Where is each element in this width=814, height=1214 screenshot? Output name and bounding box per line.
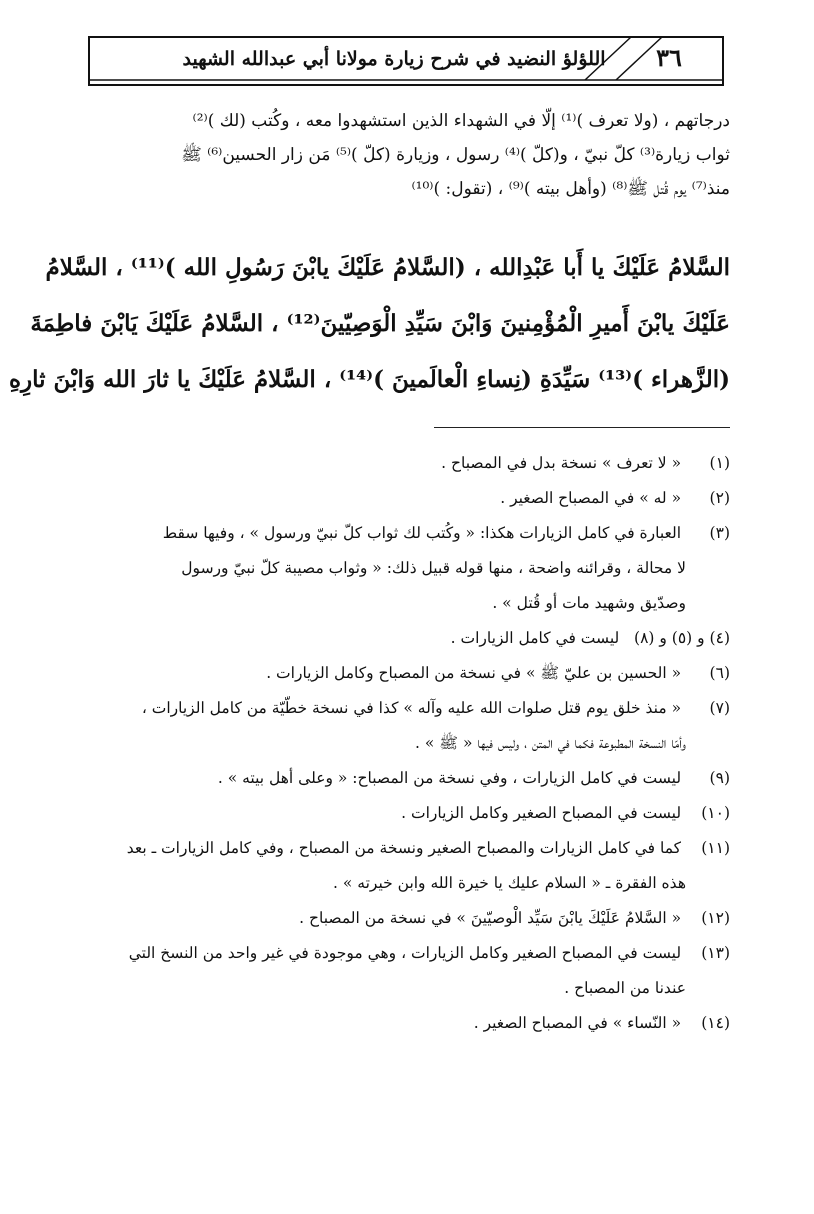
footnote-number: (١٣) [701, 944, 730, 962]
footnote [84, 796, 730, 831]
footnote-separator [434, 427, 730, 428]
footnote-text: « له » في المصباح الصغير . [500, 489, 682, 507]
footnote-number: (٣) [709, 524, 730, 542]
intro-line: ثواب زيارة⁽³⁾ كلّ نبيّ ، و(كلّ )⁽⁴⁾ رسول ، وزيارة (كلّ )⁽⁵⁾ مَن زار الحسين⁽⁶⁾ ﷺ [181, 145, 730, 165]
footnote-text: العبارة في كامل الزيارات هكذا: « وكُتب لك ثواب كلّ نبيّ ورسول » ، وفيها سقط [162, 524, 682, 542]
footnote-text: « السَّلامُ عَلَيْكَ يابْنَ سَيِّد الْوصيّينَ » في نسخة من المصباح . [299, 909, 682, 927]
footnote-number: (١١) [701, 839, 730, 857]
footnote-text: لا محالة ، وقرائنه واضحة ، منها قوله قبيل ذلك: « وثواب مصيبة كلّ نبيّ ورسول [181, 559, 686, 577]
footnote-text: ليست في كامل الزيارات . [450, 629, 620, 647]
footnote-text: ليست في المصباح الصغير وكامل الزيارات ، وهي موجودة في غير واحد من النسخ التي [128, 944, 682, 962]
page-number: ٣٦ [656, 43, 682, 72]
footnote [84, 621, 730, 656]
zyarah-text [8, 240, 730, 408]
footnote-number: (١٢) [701, 909, 730, 927]
running-title: اللؤلؤ النضيد في شرح زيارة مولانا أبي عبدالله الشهيد [182, 48, 606, 70]
footnote-text: كما في كامل الزيارات والمصباح الصغير ونسخة من المصباح ، وفي كامل الزيارات ـ بعد [126, 839, 682, 857]
footnote-text: وصدّيق وشهيد مات أو قُتل » . [492, 594, 686, 612]
footnote [84, 446, 730, 481]
footnotes [84, 446, 730, 1041]
zyarah-line: السَّلامُ عَلَيْكَ يا أَبا عَبْدِالله ، (السَّلامُ عَلَيْكَ يابْنَ رَسُولِ الله )⁽¹¹⁾ ، السَّلامُ [45, 254, 730, 281]
intro-line: منذ⁽⁷⁾ يوم قُتل ﷺ⁽⁸⁾ (وأهل بيته )⁽⁹⁾ ، (تقول: )⁽¹⁰⁾ [411, 179, 730, 199]
footnote-number: (٩) [709, 769, 730, 787]
footnote [84, 936, 730, 1006]
footnote-text: وأمّا النسخة المطبوعة فكما في المتن ، وليس فيها « ﷺ » . [415, 734, 686, 752]
intro-paragraph [84, 104, 730, 206]
footnote-number: (١٤) [701, 1014, 730, 1032]
footnote [84, 901, 730, 936]
footnote [84, 691, 730, 761]
footnote [84, 656, 730, 691]
footnote-number: (١) [709, 454, 730, 472]
footnote-text: « النّساء » في المصباح الصغير . [473, 1014, 682, 1032]
footnote-number: (٤) و (٥) و (٨) [634, 629, 730, 647]
footnote-number: (٧) [709, 699, 730, 717]
intro-line: درجاتهم ، (ولا تعرف )⁽¹⁾ إلّا في الشهداء الذين استشهدوا معه ، وكُتب (لك )⁽²⁾ [192, 111, 730, 131]
footnote [84, 831, 730, 901]
footnote [84, 761, 730, 796]
footnote [84, 1006, 730, 1041]
footnote-text: « منذ خلق يوم قتل صلوات الله عليه وآله » كذا في نسخة خطّيّة من كامل الزيارات ، [141, 699, 682, 717]
footnote-text: ليست في المصباح الصغير وكامل الزيارات . [401, 804, 682, 822]
zyarah-line: (الزَّهراء )⁽¹³⁾ سَيِّدَةِ (نِساءِ الْعالَمينَ )⁽¹⁴⁾ ، السَّلامُ عَلَيْكَ يا ثارَ الله وَابْنَ ثارِهِ [8, 366, 730, 393]
footnote-number: (٦) [709, 664, 730, 682]
page-header [88, 36, 724, 86]
footnote-text: « الحسين بن عليّ ﷺ » في نسخة من المصباح وكامل الزيارات . [266, 664, 682, 682]
zyarah-line: عَلَيْكَ يابْنَ أَميرِ الْمُؤْمِنينَ وَابْنَ سَيِّدِ الْوَصِيّينَ⁽¹²⁾ ، السَّلامُ عَلَيْكَ يَابْنَ فاطِمَةَ [30, 310, 730, 337]
footnote [84, 516, 730, 621]
footnote [84, 481, 730, 516]
footnote-text: « لا تعرف » نسخة بدل في المصباح . [441, 454, 682, 472]
footnote-text: عندنا من المصباح . [564, 979, 686, 997]
footnote-number: (١٠) [701, 804, 730, 822]
footnote-number: (٢) [709, 489, 730, 507]
footnote-text: ليست في كامل الزيارات ، وفي نسخة من المصباح: « وعلى أهل بيته » . [217, 769, 682, 787]
footnote-text: هذه الفقرة ـ « السلام عليك يا خيرة الله وابن خيرته » . [333, 874, 686, 892]
